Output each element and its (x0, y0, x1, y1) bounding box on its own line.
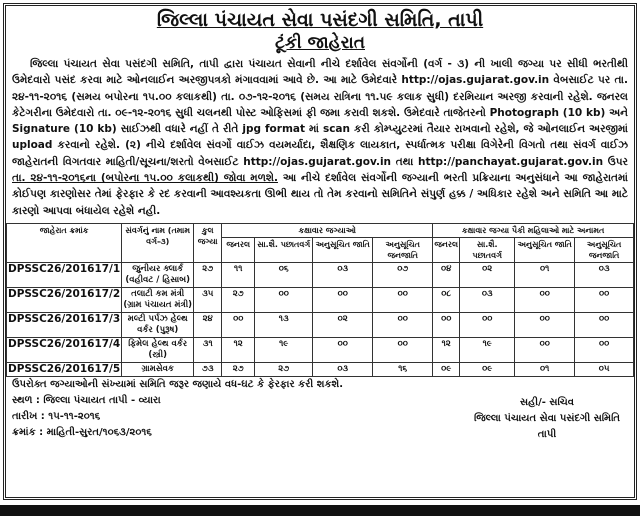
header-code: જાહેરાત ક્રમાંક (7, 223, 122, 262)
body-part-1: જિલ્લા પંચાયત સેવા પસંદગી સમિતિ, તાપી દ્વારા પંચાયત સેવાની નીચે દર્શાવેલ સંવર્ગોની (વર્ગ - ૩) ની ખાલી જગ્યા પર સીધી ભરતીથી ઉમેદવારો પસંદ કરવા માટે ઓનલાઈન અરજીપત્રકો મંગાવવામાં આવે છે. આ માટે ઉમેદવારે http://ojas.gujarat.gov.in વેબસાઈટ પર તા. ૨૪-૧૧-૨૦૧૬ (સમય બપોરના ૧૫.૦૦ કલાકથી) તા. ૦૭-૧૨-૨૦૧૬ (સમય રાત્રિના ૧૧.૫૯ કલાક સુધી) દરમિયાન અરજી કરવાની રહેશે. જનરલ કેટેગરીના ઉમેદવારો તા. ૦૯-૧૨-૨૦૧૬ સુધી ચલનથી પોસ્ટ ઓફિસમાં ફી જમા કરાવી શકશે. ઉમેદવારે તાજેતરનો Photograph (10 kb) અને Signature (10 kb) સાઈઝથી વધારે નહીં તે રીતે jpg format માં scan કરી કોમ્પ્યુટરમાં તૈયાર રાખવાનો રહેશે, જે ઓનલાઈન અરજીમાં upload કરવાનો રહેશે. (૨) નીચે દર્શાવેલ સંવર્ગો વાઈઝ વયમર્યાદા, શૈક્ષણિક લાયકાત, સ્પર્ધાત્મક પરીક્ષા વિગેરેની વિગતો તથા સંવર્ગ વાઈઝ જાહેરાતની વિગતવાર માહિતી/સૂચના/શરતો વેબસાઈટ http://ojas.gujarat.gov.in તથા http://panchayat.gujarat.gov.in ઉપર (12, 58, 628, 168)
subheader: સા.શૈ. પછાતવર્ગ (460, 237, 515, 262)
table-cell: ૦૯ (433, 362, 460, 376)
header-post: સંવર્ગનું નામ (તમામ વર્ગ-૩) (122, 223, 194, 262)
table-cell: DPSSC26/201617/1 (7, 262, 122, 287)
table-cell: ગ્રામસેવક (122, 362, 194, 376)
table-row (7, 262, 634, 287)
sign-line-3: તાપી (537, 428, 557, 440)
header-total: કુલ જગ્યા (194, 223, 222, 262)
table-cell: ૦૯ (460, 362, 515, 376)
footer (12, 377, 628, 441)
body-underlined: તા. ૨૪-૧૧-૨૦૧૬ના (બપોરના ૧૫.૦૦ કલાકથી) જોવા મળશે. (12, 172, 278, 185)
table-cell: ૦૨ (313, 312, 373, 337)
table-cell: ૦૧ (515, 262, 575, 287)
table-cell: ૦૦ (515, 337, 575, 362)
table-cell: ૧૯ (460, 337, 515, 362)
table-cell: ૨૭ (222, 362, 255, 376)
subtitle: ટૂંકી જાહેરાત (274, 33, 365, 53)
table-cell: ફિમેલ હેલ્થ વર્કર (સ્ત્રી) (122, 337, 194, 362)
footer-date: તારીખ : ૧૫-૧૧-૨૦૧૬ (12, 410, 101, 422)
table-cell: ૦૨ (460, 262, 515, 287)
footer-note: ઉપરોક્ત જગ્યાઓની સંખ્યામાં સમિતિ જરૂર જણાયે વધ-ઘટ કે ફેરફાર કરી શકશે. (12, 378, 344, 390)
table-cell: જુનીયર ક્લાર્ક (વહીવટ / હિસાબ) (122, 262, 194, 287)
table-cell: ૦૬ (255, 262, 313, 287)
table-cell: ૦૦ (373, 312, 433, 337)
signature-block (474, 395, 620, 443)
table-cell: ૭૩ (194, 362, 222, 376)
table-cell: ૨૭ (222, 287, 255, 312)
table-cell: ૨૭ (194, 262, 222, 287)
body-part-2: આ નીચે દર્શાવેલ સંવર્ગોની જગ્યાની ભરતી પ્રક્રિયાના અનુસંધાને આ જાહેરાતમાં કોઈપણ કારણોસર તેમાં ફેરફાર કે રદ કરવાની આવશ્યકતા ઊભી થાય તો તેમ કરવાનો સમિતિને સંપુર્ણ હક્ક / અધિકાર રહેશે અને સમિતિ આ માટે કારણો આપવા બંધાયેલ રહેશે નહી. (12, 172, 628, 217)
header-group1: કક્ષાવાર જગ્યાઓ (222, 223, 433, 237)
table-cell: ૦૦ (222, 312, 255, 337)
table-cell: ૨૪ (194, 312, 222, 337)
table-row (7, 337, 634, 362)
table-cell: ૦૪ (433, 262, 460, 287)
table-cell: ૦૦ (433, 312, 460, 337)
sign-line-1: સહી/- સચિવ (520, 396, 574, 408)
table-row (7, 362, 634, 376)
table-cell: તલાટી કમ મંત્રી (ગ્રામ પંચાયત મંત્રી) (122, 287, 194, 312)
next-ad-strip (0, 505, 640, 516)
subheader: અનુસૂચિત જનજાતિ (575, 237, 634, 262)
table-cell: ૦૮ (433, 287, 460, 312)
table-cell: DPSSC26/201617/3 (7, 312, 122, 337)
table-cell: ૩૧ (194, 337, 222, 362)
table-cell: ૧૨ (433, 337, 460, 362)
advertisement (3, 3, 637, 500)
table-cell: ૦૩ (313, 362, 373, 376)
table-cell: ૦૩ (313, 262, 373, 287)
body-text (12, 56, 628, 219)
table-cell: ૦૦ (313, 337, 373, 362)
vacancy-table (6, 223, 634, 377)
table-cell: DPSSC26/201617/5 (8, 362, 121, 375)
table-cell: મલ્ટી પર્પઝ હેલ્થ વર્કર (પુરૂષ) (122, 312, 194, 337)
table-cell: ૦૭ (373, 262, 433, 287)
table-cell: ૦૦ (373, 337, 433, 362)
footer-place: સ્થળ : જિલ્લા પંચાયત તાપી - વ્યારા (12, 394, 161, 406)
subheader: અનુસૂચિત જનજાતિ (373, 237, 433, 262)
sign-line-2: જિલ્લા પંચાયત સેવા પસંદગી સમિતિ (473, 412, 620, 424)
table-cell: ૧૩ (255, 312, 313, 337)
table-cell: DPSSC26/201617/4 (7, 337, 122, 362)
table-cell: ૦૦ (575, 312, 634, 337)
table-cell: ૦૦ (460, 312, 515, 337)
table-cell: ૧૬ (373, 362, 433, 376)
subheader: અનુસૂચિત જાતિ (515, 237, 575, 262)
table-cell: ૦૦ (575, 337, 634, 362)
table-cell: ૦૦ (313, 287, 373, 312)
subheader: અનુસૂચિત જાતિ (313, 237, 373, 262)
table-row (7, 287, 634, 312)
table-cell: ૦૦ (373, 287, 433, 312)
table-cell: ૩૫ (194, 287, 222, 312)
table-cell: ૧૨ (222, 337, 255, 362)
table-cell: ૦૦ (515, 287, 575, 312)
table-cell: ૦૩ (575, 262, 634, 287)
table-cell: ૦૧ (515, 362, 575, 376)
table-cell: DPSSC26/201617/2 (7, 287, 122, 312)
table-cell: ૦૦ (575, 287, 634, 312)
table-row (7, 312, 634, 337)
table-cell: ૦૫ (575, 362, 634, 376)
subheader: સા.શૈ. પછાતવર્ગ (255, 237, 313, 262)
table-cell: ૦૦ (255, 287, 313, 312)
table-cell: ૨૭ (255, 362, 313, 376)
subheader: જનરલ (433, 237, 460, 262)
subheader: જનરલ (222, 237, 255, 262)
table-cell: ૦૩ (460, 287, 515, 312)
table-cell: ૧૧ (222, 262, 255, 287)
header-group2: કક્ષાવાર જગ્યા પૈકી મહિલાઓ માટે અનામત (433, 223, 634, 237)
table-cell: ૧૯ (255, 337, 313, 362)
table-cell: ૦૦ (515, 312, 575, 337)
footer-number: ક્રમાંક : માહિતી-સુરત/૧૦૬૩/૨૦૧૬ (12, 426, 152, 438)
title: જિલ્લા પંચાયત સેવા પસંદગી સમિતિ, તાપી (156, 9, 484, 31)
